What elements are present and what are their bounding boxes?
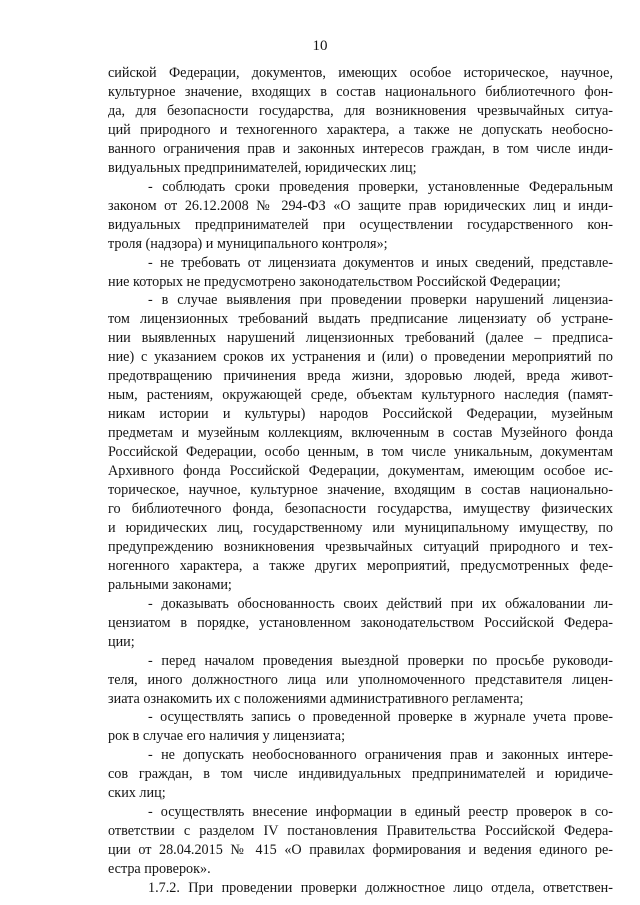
text-line: ции;: [108, 633, 135, 650]
text-line: ций природного и техногенного характера, а также не допускать необосно-: [108, 121, 613, 138]
text-line: сов граждан, в том числе индивидуальных предпринимателей и юридиче-: [108, 766, 613, 783]
text-line: ногенного характера, а также других мероприятий, предусмотренных феде-: [108, 557, 613, 574]
text-line: Архивного фонда Российской Федерации, документам, имеющим особое ис-: [108, 463, 613, 479]
text-line: ральными законами;: [108, 576, 232, 593]
text-line: Российской Федерации, особо ценным, в том числе уникальным, документам: [108, 444, 613, 461]
text-line: ских лиц;: [108, 785, 166, 802]
text-line: ние которых не предусмотрено законодательством Российской Федерации;: [108, 273, 561, 290]
text-line: - не требовать от лицензиата документов и иных сведений, представле-: [148, 254, 613, 271]
text-line: нии выявленных нарушений лицензионных требований (далее – предписа-: [108, 330, 613, 347]
text-line: никам истории и культуры) народов Российской Федерации, музейным: [108, 406, 613, 423]
text-line: - перед началом проведения выездной проверки по просьбе руководи-: [148, 652, 613, 669]
text-line: видуальных предпринимателей при осуществлении государственного кон-: [108, 216, 613, 233]
text-line: ным, растениям, окружающей среде, объектам культурного наследия (памят-: [108, 387, 613, 404]
text-line: - не допускать необоснованного ограничения прав и законных интере-: [148, 747, 613, 764]
text-line: - осуществлять внесение информации в единый реестр проверок в со-: [148, 804, 613, 821]
text-line: троля (надзора) и муниципального контроля»;: [108, 235, 388, 252]
text-line: - доказывать обоснованность своих действий при их обжаловании ли-: [148, 595, 613, 612]
text-line: рок в случае его наличия у лицензиата;: [108, 728, 346, 745]
text-line: культурное значение, входящих в состав национального библиотечного фон-: [108, 84, 613, 100]
text-line: зиата ознакомить их с положениями административного регламента;: [108, 690, 524, 707]
text-line: ции от 28.04.2015 № 415 «О правилах формирования и ведения единого ре-: [108, 842, 613, 859]
text-line: законом от 26.12.2008 № 294-ФЗ «О защите прав юридических лиц и инди-: [108, 197, 613, 214]
text-line: и юридических лиц, государственному или муниципальному имуществу, по: [108, 519, 613, 536]
text-line: видуальных предпринимателей, юридических лиц;: [108, 159, 417, 176]
text-line: естра проверок».: [108, 861, 211, 877]
text-line: 1.7.2. При проведении проверки должностное лицо отдела, ответствен-: [148, 880, 613, 896]
text-line: торическое, научное, культурное значение, входящим в состав национально-: [108, 482, 613, 498]
text-line: цензиатом в порядке, установленном законодательством Российской Федера-: [108, 614, 613, 631]
text-line: ние) с указанием сроков их устранения и (или) о проведении мероприятий по: [108, 349, 613, 366]
text-line: предупреждению возникновения чрезвычайных ситуаций природного и тех-: [108, 538, 613, 555]
text-line: том лицензионных требований выдать предписание лицензиату об устране-: [108, 311, 613, 328]
text-line: го библиотечного фонда, безопасности государства, имуществу физических: [108, 500, 613, 517]
text-line: предметам и музейным коллекциям, включенным в состав Музейного фонда: [108, 425, 613, 442]
text-line: теля, иного должностного лица или уполномоченного представителя лицен-: [108, 671, 613, 688]
text-line: ванного ограничения прав и законных интересов граждан, в том числе инди-: [108, 140, 613, 157]
page-number: 10: [312, 38, 328, 54]
text-line: - соблюдать сроки проведения проверки, установленные Федеральным: [148, 178, 613, 195]
text-line: да, для безопасности государства, для возникновения чрезвычайных ситуа-: [108, 102, 613, 119]
text-line: - осуществлять запись о проведенной проверке в журнале учета прове-: [148, 709, 613, 726]
text-line: сийской Федерации, документов, имеющих особое историческое, научное,: [108, 65, 613, 81]
text-line: - в случае выявления при проведении проверки нарушений лицензиа-: [148, 292, 613, 309]
text-line: ответствии с разделом IV постановления Правительства Российской Федера-: [108, 823, 613, 840]
text-line: предотвращению причинения вреда жизни, здоровью людей, вреда живот-: [108, 368, 613, 385]
